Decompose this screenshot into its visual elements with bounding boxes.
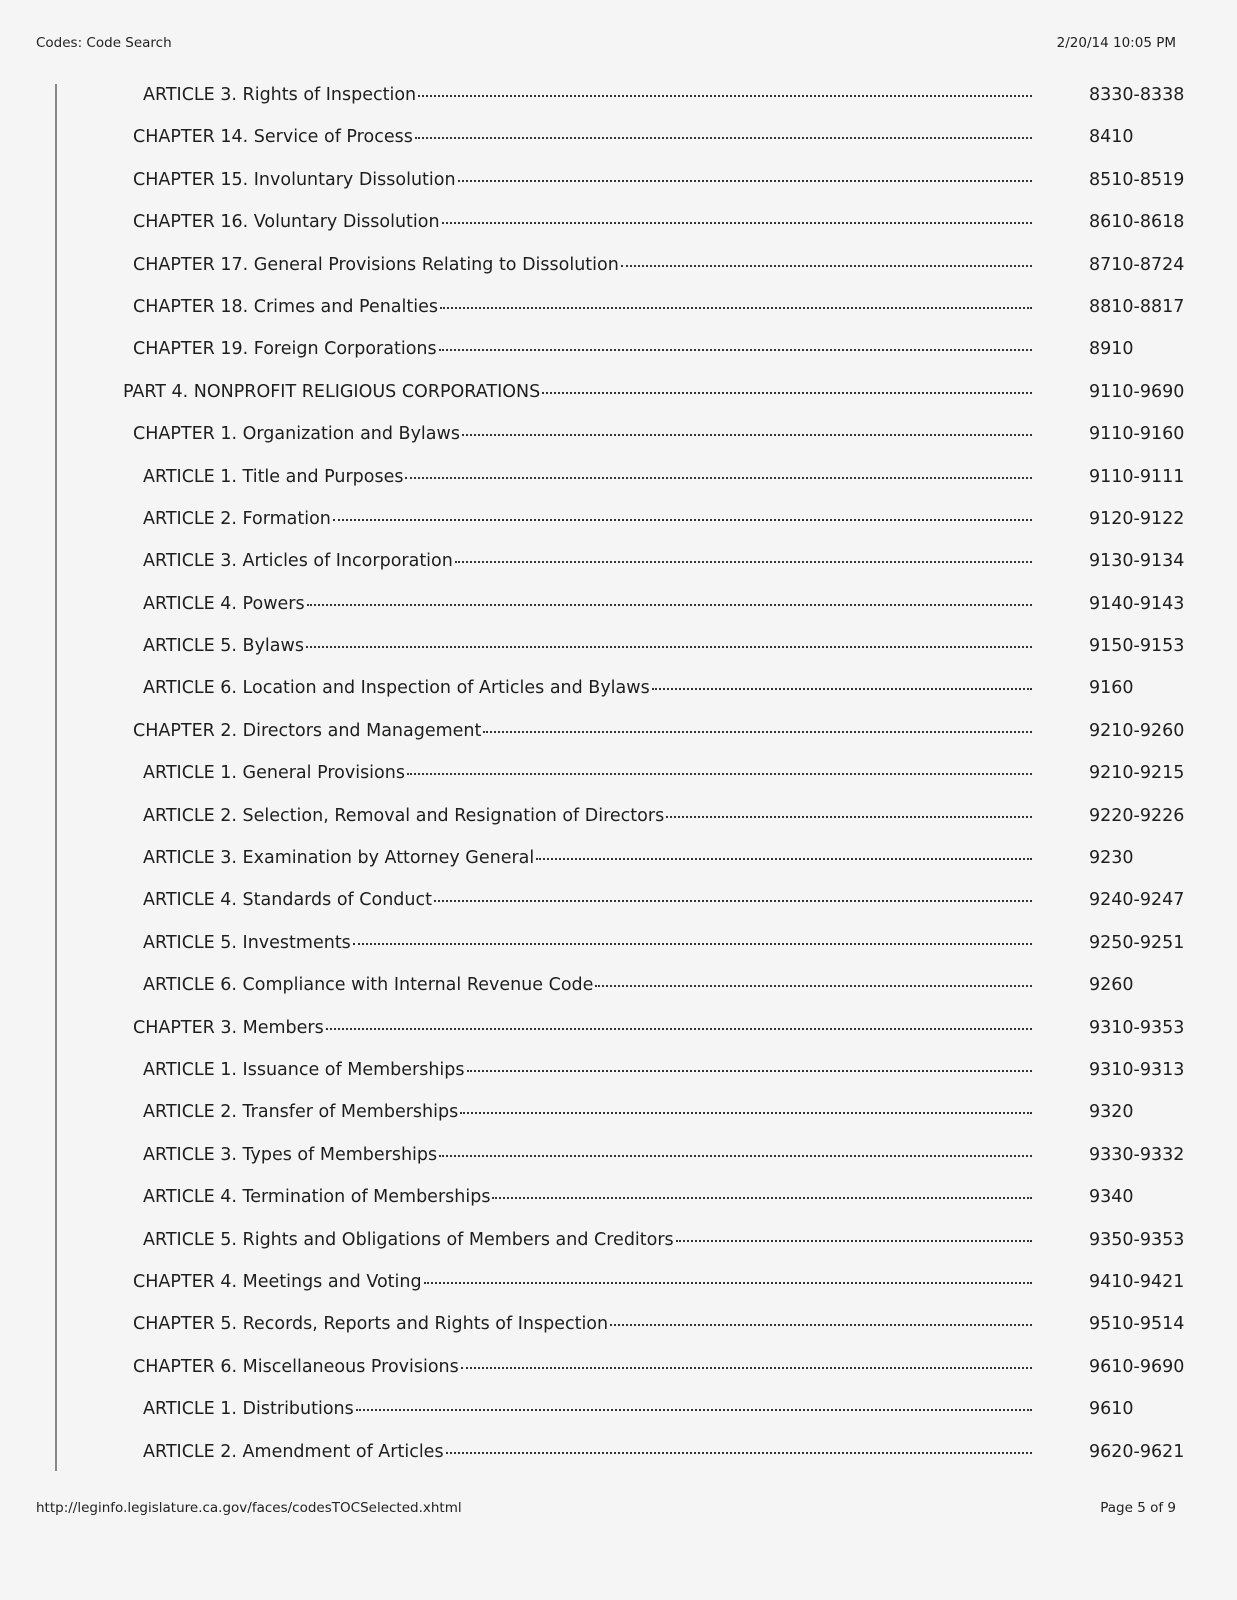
toc-section-range: 9620-9621 — [1089, 1441, 1185, 1462]
toc-entry-label: CHAPTER 14. Service of Process — [133, 127, 413, 148]
toc-section-range: 9110-9690 — [1089, 381, 1185, 402]
dot-leader — [652, 688, 1032, 690]
dot-leader — [542, 392, 1032, 394]
toc-section-range: 8910 — [1089, 339, 1134, 360]
toc-section-range: 9510-9514 — [1089, 1314, 1185, 1335]
toc-entry-link[interactable] — [143, 83, 1032, 107]
toc-row — [0, 1228, 1237, 1270]
toc-section-range: 9140-9143 — [1089, 593, 1185, 614]
toc-row — [0, 465, 1237, 507]
toc-entry-label: CHAPTER 19. Foreign Corporations — [133, 339, 437, 360]
toc-entry-link[interactable] — [123, 380, 1032, 404]
dot-leader — [483, 731, 1032, 733]
toc-row — [0, 1397, 1237, 1439]
toc-section-range: 8810-8817 — [1089, 296, 1185, 317]
toc-entry-link[interactable] — [143, 1397, 1032, 1421]
dot-leader — [418, 95, 1032, 97]
toc-entry-link[interactable] — [133, 253, 1032, 277]
toc-entry-label: ARTICLE 3. Examination by Attorney General — [143, 848, 535, 869]
toc-row — [0, 1185, 1237, 1227]
page-footer-url: http://leginfo.legislature.ca.gov/faces/codesTOCSelected.xhtml — [36, 1500, 462, 1516]
toc-entry-label: CHAPTER 2. Directors and Management — [133, 720, 482, 741]
dot-leader — [306, 646, 1032, 648]
toc-entry-label: ARTICLE 1. Title and Purposes — [143, 466, 404, 487]
dot-leader — [415, 137, 1032, 139]
dot-leader — [442, 222, 1032, 224]
toc-section-range: 9230 — [1089, 848, 1134, 869]
toc-entry-label: CHAPTER 6. Miscellaneous Provisions — [133, 1356, 459, 1377]
toc-row — [0, 295, 1237, 337]
toc-row — [0, 422, 1237, 464]
toc-section-range: 9410-9421 — [1089, 1271, 1185, 1292]
toc-section-range: 9320 — [1089, 1102, 1134, 1123]
page-footer-page-number: Page 5 of 9 — [1100, 1500, 1176, 1516]
toc-entry-link[interactable] — [143, 888, 1032, 912]
toc-section-range: 9250-9251 — [1089, 932, 1185, 953]
toc-row — [0, 1058, 1237, 1100]
toc-section-range: 8510-8519 — [1089, 169, 1185, 190]
dot-leader — [676, 1240, 1032, 1242]
toc-section-range: 9330-9332 — [1089, 1144, 1185, 1165]
toc-entry-label: CHAPTER 1. Organization and Bylaws — [133, 424, 460, 445]
dot-leader — [405, 477, 1032, 479]
toc-section-range: 9240-9247 — [1089, 890, 1185, 911]
toc-entry-link[interactable] — [143, 761, 1032, 785]
dot-leader — [610, 1324, 1032, 1326]
toc-entry-link[interactable] — [143, 465, 1032, 489]
toc-entry-label: PART 4. NONPROFIT RELIGIOUS CORPORATIONS — [123, 381, 541, 402]
toc-entry-link[interactable] — [143, 1143, 1032, 1167]
toc-row — [0, 1270, 1237, 1312]
toc-entry-link[interactable] — [133, 719, 1032, 743]
dot-leader — [307, 604, 1032, 606]
toc-section-range: 9120-9122 — [1089, 508, 1185, 529]
toc-entry-label: ARTICLE 1. Issuance of Memberships — [143, 1059, 465, 1080]
dot-leader — [440, 307, 1032, 309]
toc-row — [0, 549, 1237, 591]
toc-entry-label: ARTICLE 6. Compliance with Internal Revenue Code — [143, 975, 594, 996]
toc-section-range: 9210-9260 — [1089, 720, 1185, 741]
dot-leader — [462, 434, 1032, 436]
toc-entry-link[interactable] — [133, 1355, 1032, 1379]
toc-entry-link[interactable] — [133, 1270, 1032, 1294]
toc-entry-link[interactable] — [133, 168, 1032, 192]
toc-section-range: 9150-9153 — [1089, 636, 1185, 657]
toc-entry-label: ARTICLE 3. Articles of Incorporation — [143, 551, 453, 572]
toc-row — [0, 1100, 1237, 1142]
toc-row — [0, 1143, 1237, 1185]
toc-section-range: 9610 — [1089, 1399, 1134, 1420]
toc-entry-label: CHAPTER 17. General Provisions Relating to Dissolution — [133, 254, 619, 275]
toc-entry-link[interactable] — [143, 1440, 1032, 1464]
dot-leader — [621, 265, 1032, 267]
toc-entry-link[interactable] — [143, 592, 1032, 616]
toc-section-range: 9110-9160 — [1089, 424, 1185, 445]
toc-section-range: 9160 — [1089, 678, 1134, 699]
toc-row — [0, 719, 1237, 761]
toc-entry-label: ARTICLE 1. Distributions — [143, 1399, 354, 1420]
toc-section-range: 9310-9313 — [1089, 1059, 1185, 1080]
dot-leader — [353, 943, 1032, 945]
toc-entry-label: ARTICLE 5. Investments — [143, 932, 351, 953]
toc-row — [0, 592, 1237, 634]
dot-leader — [407, 773, 1032, 775]
toc-entry-link[interactable] — [143, 1058, 1032, 1082]
toc-row — [0, 931, 1237, 973]
toc-entry-label: ARTICLE 5. Bylaws — [143, 636, 304, 657]
dot-leader — [460, 1112, 1032, 1114]
toc-section-range: 9340 — [1089, 1187, 1134, 1208]
toc-row — [0, 168, 1237, 210]
toc-entry-link[interactable] — [133, 1016, 1032, 1040]
dot-leader — [666, 816, 1032, 818]
dot-leader — [595, 985, 1032, 987]
toc-row — [0, 210, 1237, 252]
toc-entry-label: CHAPTER 4. Meetings and Voting — [133, 1271, 422, 1292]
dot-leader — [446, 1452, 1032, 1454]
toc-section-range: 9350-9353 — [1089, 1229, 1185, 1250]
toc-row — [0, 973, 1237, 1015]
toc-entry-label: ARTICLE 2. Formation — [143, 508, 331, 529]
toc-entry-link[interactable] — [143, 507, 1032, 531]
page-header-title: Codes: Code Search — [36, 35, 172, 51]
dot-leader — [492, 1197, 1032, 1199]
toc-section-range: 9610-9690 — [1089, 1356, 1185, 1377]
toc-section-range: 9220-9226 — [1089, 805, 1185, 826]
dot-leader — [434, 900, 1032, 902]
toc-section-range: 8330-8338 — [1089, 85, 1185, 105]
toc-row — [0, 888, 1237, 930]
dot-leader — [467, 1070, 1032, 1072]
toc-entry-label: ARTICLE 5. Rights and Obligations of Members and Creditors — [143, 1229, 674, 1250]
toc-entry-label: ARTICLE 2. Amendment of Articles — [143, 1441, 444, 1462]
toc-section-range: 9210-9215 — [1089, 763, 1185, 784]
toc-row — [0, 253, 1237, 295]
toc-entry-label: ARTICLE 2. Transfer of Memberships — [143, 1102, 459, 1123]
toc-row — [0, 83, 1237, 125]
toc-entry-label: CHAPTER 16. Voluntary Dissolution — [133, 212, 440, 233]
toc-entry-link[interactable] — [143, 931, 1032, 955]
toc-entry-label: ARTICLE 2. Selection, Removal and Resignation of Directors — [143, 805, 665, 826]
toc-entry-link[interactable] — [133, 422, 1032, 446]
toc-section-range: 8610-8618 — [1089, 212, 1185, 233]
toc-section-range: 8710-8724 — [1089, 254, 1185, 275]
toc-entry-link[interactable] — [143, 846, 1032, 870]
toc-entry-label: CHAPTER 15. Involuntary Dissolution — [133, 169, 456, 190]
toc-entry-label: CHAPTER 3. Members — [133, 1017, 324, 1038]
toc-section-range: 9310-9353 — [1089, 1017, 1185, 1038]
toc-entry-link[interactable] — [143, 676, 1032, 700]
toc-entry-link[interactable] — [133, 210, 1032, 234]
toc-entry-link[interactable] — [143, 1100, 1032, 1124]
toc-section-range: 9130-9134 — [1089, 551, 1185, 572]
toc-entry-label: ARTICLE 6. Location and Inspection of Articles and Bylaws — [143, 678, 650, 699]
page-header-datetime: 2/20/14 10:05 PM — [1056, 35, 1176, 51]
toc-row — [0, 337, 1237, 379]
dot-leader — [458, 180, 1032, 182]
toc-row — [0, 846, 1237, 888]
toc-row — [0, 676, 1237, 718]
toc-section-range: 9110-9111 — [1089, 466, 1185, 487]
toc-entry-label: ARTICLE 4. Termination of Memberships — [143, 1187, 491, 1208]
toc-row — [0, 634, 1237, 676]
dot-leader — [424, 1282, 1032, 1284]
dot-leader — [455, 561, 1032, 563]
dot-leader — [333, 519, 1032, 521]
dot-leader — [326, 1028, 1032, 1030]
toc-row — [0, 761, 1237, 803]
toc-row — [0, 125, 1237, 167]
toc-entry-link[interactable] — [143, 1228, 1032, 1252]
toc-entry-link[interactable] — [143, 634, 1032, 658]
toc-entry-link[interactable] — [143, 1185, 1032, 1209]
table-of-contents — [0, 83, 1237, 1482]
toc-section-range: 9260 — [1089, 975, 1134, 996]
toc-entry-link[interactable] — [143, 549, 1032, 573]
toc-entry-link[interactable] — [133, 125, 1032, 149]
toc-entry-label: ARTICLE 4. Standards of Conduct — [143, 890, 432, 911]
toc-entry-label: ARTICLE 3. Types of Memberships — [143, 1144, 438, 1165]
dot-leader — [356, 1409, 1032, 1411]
toc-row — [0, 1016, 1237, 1058]
toc-entry-link[interactable] — [133, 295, 1032, 319]
toc-entry-label: ARTICLE 4. Powers — [143, 593, 305, 614]
toc-row — [0, 804, 1237, 846]
toc-entry-label: ARTICLE 1. General Provisions — [143, 763, 405, 784]
toc-entry-link[interactable] — [133, 337, 1032, 361]
toc-entry-label: ARTICLE 3. Rights of Inspection — [143, 85, 417, 105]
toc-entry-link[interactable] — [143, 804, 1032, 828]
dot-leader — [461, 1367, 1032, 1369]
dot-leader — [439, 349, 1032, 351]
toc-entry-label: CHAPTER 18. Crimes and Penalties — [133, 296, 439, 317]
dot-leader — [439, 1155, 1032, 1157]
toc-row — [0, 1440, 1237, 1482]
toc-section-range: 8410 — [1089, 127, 1134, 148]
toc-row — [0, 1355, 1237, 1397]
toc-entry-link[interactable] — [143, 973, 1032, 997]
toc-row — [0, 507, 1237, 549]
toc-entry-label: CHAPTER 5. Records, Reports and Rights of Inspection — [133, 1314, 609, 1335]
dot-leader — [536, 858, 1032, 860]
toc-row — [0, 1312, 1237, 1354]
toc-entry-link[interactable] — [133, 1312, 1032, 1336]
toc-row — [0, 380, 1237, 422]
